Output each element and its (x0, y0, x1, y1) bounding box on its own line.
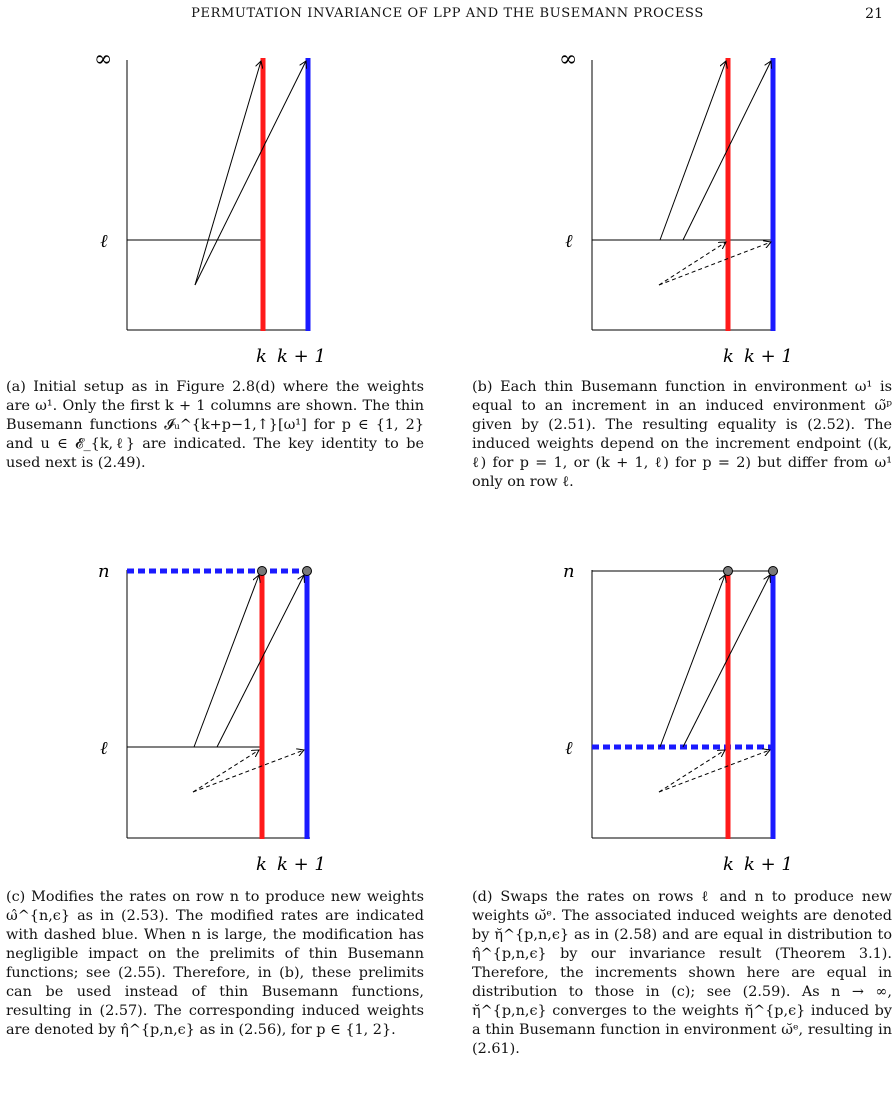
panel-a-figure (0, 0, 447, 380)
node-k-top (258, 567, 267, 576)
label-infinity: ∞ (94, 47, 113, 72)
axis-lines (127, 60, 310, 330)
caption-c: (c) Modifies the rates on row n to produce new weights ω̂^{n,ϵ} as in (2.53). The modified rates are indicated with dashed blue. When n is large, the modification has negligible impact on the prelimits of thin Busemann functions; see (2.55). Therefore, in (b), these prelimits can be used instead of thin Busemann functions, resulting in (2.57). The corresponding induced weights are denoted by η̂^{p,n,ϵ} as in (2.56), for p ∈ {1, 2}. (6, 889, 424, 1038)
label-col-k1: k + 1 (744, 854, 793, 875)
arrow-to-k (194, 575, 259, 747)
label-col-k1: k + 1 (744, 346, 793, 367)
panel-d-figure (447, 540, 895, 900)
panel-c-svg (0, 540, 447, 900)
axis-lines (592, 60, 774, 330)
label-row-n: n (563, 561, 575, 582)
panel-b-figure (447, 0, 895, 380)
arrow-to-k1 (195, 61, 306, 285)
arrow-to-k (660, 575, 725, 747)
caption-a: (a) Initial setup as in Figure 2.8(d) where the weights are ω¹. Only the first k + 1 columns are shown. The thin Busemann functions 𝓘ᵤ^{k+p−1,↑}[ω¹] for p ∈ {1, 2} and u ∈ 𝓔_{k,ℓ} are indicated. The key identity to be used next is (2.49). (6, 379, 424, 471)
panel-b-svg (447, 0, 895, 380)
label-infinity: ∞ (559, 47, 578, 72)
label-col-k: k (723, 346, 734, 367)
label-col-k1: k + 1 (277, 346, 326, 367)
arrow-to-k (195, 61, 261, 285)
label-row-n: n (98, 561, 110, 582)
label-col-k: k (256, 346, 267, 367)
caption-d: (d) Swaps the rates on rows ℓ and n to produce new weights ω̆ᵉ. The associated induced weights are denoted by η̆^{p,n,ϵ} as in (2.58) and are equal in distribution to η̂^{p,n,ϵ} by our invariance result (Theorem 3.1). Therefore, the increments shown here are equal in distribution to those in (c); see (2.59). As n → ∞, η̆^{p,n,ϵ} converges to the weights η̆^{p,ϵ} induced by a thin Busemann function in environment ω̆ᵉ, resulting in (2.61). (472, 889, 892, 1057)
axis-lines (127, 570, 310, 838)
label-col-k: k (723, 854, 734, 875)
node-k1-top (769, 567, 778, 576)
node-k-top (724, 567, 733, 576)
dashed-arrow-to-k1 (659, 242, 771, 285)
label-row-ell: ℓ (100, 738, 108, 759)
label-row-ell: ℓ (100, 231, 108, 252)
label-row-ell: ℓ (565, 231, 573, 252)
page-number: 21 (865, 6, 883, 22)
caption-b: (b) Each thin Busemann function in environment ω¹ is equal to an increment in an induced environment ω̃ᵖ given by (2.51). The resulting equality is (2.52). The induced weights depend on the increment endpoint ((k, ℓ) for p = 1, or (k + 1, ℓ) for p = 2) but differ from ω¹ only on row ℓ. (472, 379, 892, 490)
panel-c-figure (0, 540, 447, 900)
dashed-arrow-to-k (659, 242, 726, 285)
panel-a-svg (0, 0, 447, 380)
label-row-ell: ℓ (565, 738, 573, 759)
node-k1-top (303, 567, 312, 576)
axis-lines (592, 570, 774, 838)
panel-d-svg (447, 540, 895, 900)
label-col-k: k (256, 854, 267, 875)
arrow-to-k (660, 61, 726, 240)
running-title: PERMUTATION INVARIANCE OF LPP AND THE BUSEMANN PROCESS (191, 6, 704, 21)
label-col-k1: k + 1 (277, 854, 326, 875)
